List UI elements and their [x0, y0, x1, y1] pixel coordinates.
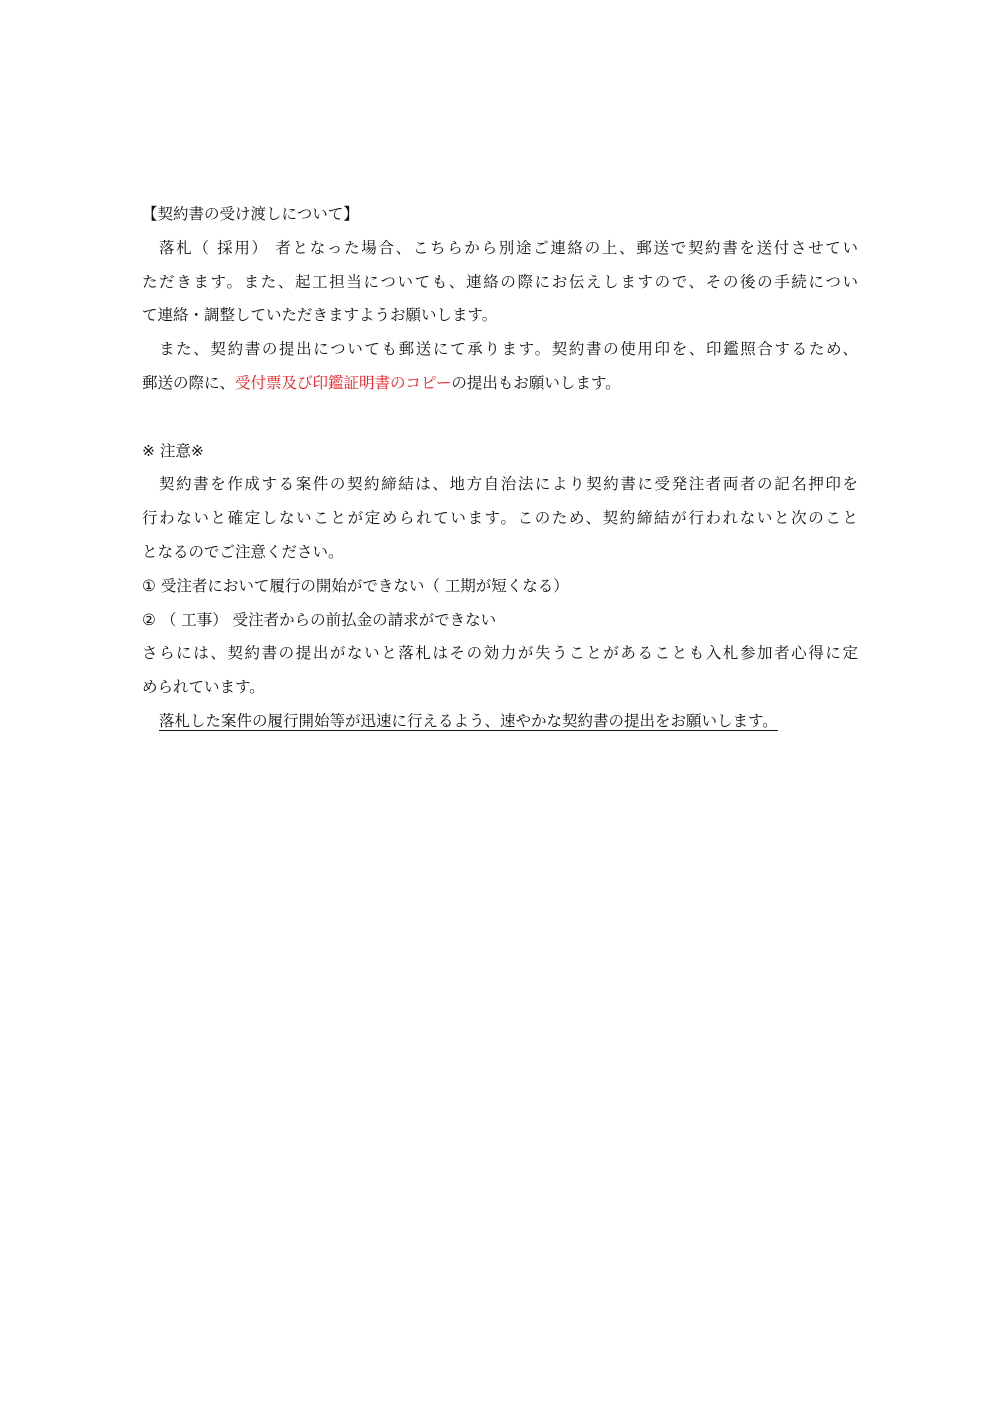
required-documents-highlight: 受付票及び印鑑証明書のコピー [235, 373, 452, 392]
additional-note-line-2: められています。 [142, 678, 265, 697]
delivery-paragraph-line-1: 落札（ 採用） 者となった場合、こちらから別途ご連絡の上、郵送で契約書を送付させてい [159, 238, 858, 257]
section-spacer [142, 401, 858, 435]
document-body [142, 198, 858, 739]
caution-paragraph-line-1: 契約書を作成する案件の契約締結は、地方自治法により契約書に受発注者両者の記名押印を [159, 475, 858, 494]
closing-request-text: 落札した案件の履行開始等が迅速に行えるよう、速やかな契約書の提出をお願いします。 [159, 711, 778, 730]
delivery-paragraph-line-3: て連絡・調整していただきますようお願いします。 [142, 306, 498, 325]
additional-note-line-1: さらには、契約書の提出がないと落札はその効力が失うことがあることも入札参加者心得に定 [142, 644, 858, 663]
caution-heading: ※ 注意※ [142, 441, 204, 460]
submission-paragraph-line-1: また、契約書の提出についても郵送にて承ります。契約書の使用印を、印鑑照合するため、 [159, 340, 858, 359]
caution-paragraph-line-2: 行わないと確定しないことが定められています。このため、契約締結が行われないと次のこと [142, 509, 858, 528]
caution-list-item-2: ② （ 工事） 受注者からの前払金の請求ができない [142, 610, 497, 629]
caution-list-item-1: ① 受注者において履行の開始ができない（ 工期が短くなる） [142, 576, 569, 595]
delivery-paragraph-line-2: ただきます。また、起工担当についても、連絡の際にお伝えしますので、その後の手続につい [142, 272, 858, 291]
submission-paragraph-line-2 [142, 367, 858, 401]
submission-text-prefix: 郵送の際に、 [142, 373, 236, 392]
closing-request-line [142, 705, 858, 739]
submission-text-suffix: の提出もお願いします。 [451, 373, 621, 392]
caution-paragraph-line-3: となるのでご注意ください。 [142, 542, 344, 561]
contract-delivery-heading: 【契約書の受け渡しについて】 [142, 205, 359, 223]
